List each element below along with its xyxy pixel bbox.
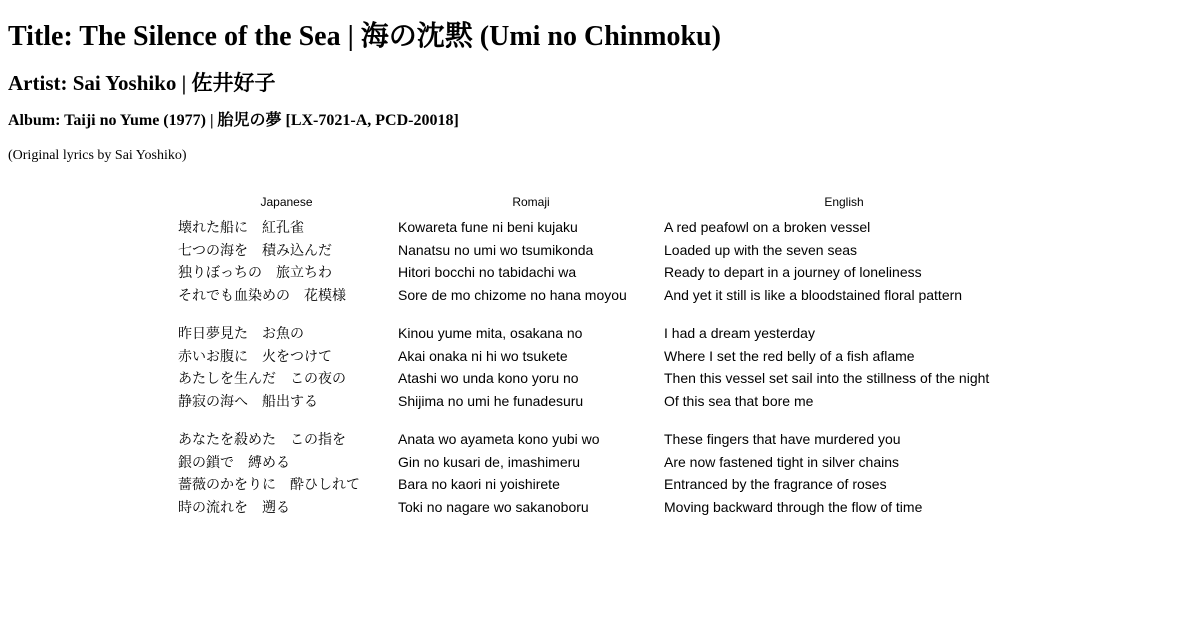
lyric-line bbox=[175, 322, 1024, 345]
column-header-english: English bbox=[824, 195, 864, 209]
lyric-line bbox=[175, 496, 1024, 519]
english-line: Entranced by the fragrance of roses bbox=[664, 476, 887, 492]
japanese-line: 銀の鎖で 縛める bbox=[178, 453, 290, 470]
romaji-line: Akai onaka ni hi wo tsukete bbox=[398, 347, 568, 364]
column-header-japanese: Japanese bbox=[260, 195, 313, 209]
lyric-line bbox=[175, 239, 1024, 262]
japanese-line: 独りぼっちの 旅立ちわ bbox=[178, 264, 332, 280]
english-line: Loaded up with the seven seas bbox=[664, 241, 858, 258]
japanese-line: それでも血染めの 花模様 bbox=[178, 286, 346, 303]
romaji-line: Shijima no umi he funadesuru bbox=[398, 392, 584, 409]
romaji-line: Atashi wo unda kono yoru no bbox=[398, 370, 579, 386]
romaji-line: Kowareta fune ni beni kujaku bbox=[398, 219, 578, 235]
lyrics-table bbox=[175, 192, 1024, 518]
lyric-line bbox=[175, 345, 1024, 368]
lyric-line bbox=[175, 367, 1024, 390]
japanese-line: 薔薇のかをりに 酔ひしれて bbox=[178, 476, 360, 492]
lyric-line bbox=[175, 390, 1024, 413]
romaji-line: Nanatsu no umi wo tsumikonda bbox=[398, 241, 594, 258]
lyric-line bbox=[175, 216, 1024, 239]
english-line: Of this sea that bore me bbox=[664, 392, 814, 409]
lyric-line bbox=[175, 451, 1024, 474]
column-header-romaji: Romaji bbox=[512, 195, 550, 209]
lyric-line bbox=[175, 261, 1024, 284]
romaji-line: Kinou yume mita, osakana no bbox=[398, 325, 583, 341]
romaji-line: Anata wo ayameta kono yubi wo bbox=[398, 431, 600, 447]
lyric-line bbox=[175, 428, 1024, 451]
romaji-line: Gin no kusari de, imashimeru bbox=[398, 453, 581, 470]
japanese-line: 昨日夢見た お魚の bbox=[178, 325, 304, 341]
japanese-line: あなたを殺めた この指を bbox=[178, 431, 346, 447]
japanese-line: あたしを生んだ この夜の bbox=[178, 370, 346, 386]
stanza-gap bbox=[175, 306, 1024, 322]
lyric-line bbox=[175, 473, 1024, 496]
japanese-line: 時の流れを 遡る bbox=[178, 498, 290, 515]
japanese-line: 七つの海を 積み込んだ bbox=[178, 241, 332, 258]
romaji-line: Sore de mo chizome no hana moyou bbox=[398, 286, 627, 303]
english-line: Ready to depart in a journey of loneliness bbox=[664, 264, 922, 280]
english-line: Then this vessel set sail into the stillness of the night bbox=[664, 370, 990, 386]
english-line: Moving backward through the flow of time bbox=[664, 498, 923, 515]
lyrics-credit: (Original lyrics by Sai Yoshiko) bbox=[8, 148, 187, 163]
english-line: Where I set the red belly of a fish aflame bbox=[664, 347, 915, 364]
romaji-line: Hitori bocchi no tabidachi wa bbox=[398, 264, 577, 280]
stanza-gap bbox=[175, 412, 1024, 428]
lyric-line bbox=[175, 284, 1024, 307]
japanese-line: 赤いお腹に 火をつけて bbox=[178, 347, 332, 364]
romaji-line: Toki no nagare wo sakanoboru bbox=[398, 498, 589, 515]
artist-heading: Artist: Sai Yoshiko | 佐井好子 bbox=[8, 71, 276, 95]
romaji-line: Bara no kaori ni yoishirete bbox=[398, 476, 560, 492]
song-title: Title: The Silence of the Sea | 海の沈黙 (Umi no Chinmoku) bbox=[8, 21, 721, 52]
english-line: A red peafowl on a broken vessel bbox=[664, 219, 871, 235]
album-heading: Album: Taiji no Yume (1977) | 胎児の夢 [LX-7021-A, PCD-20018] bbox=[8, 112, 459, 129]
english-line: I had a dream yesterday bbox=[664, 325, 815, 341]
japanese-line: 静寂の海へ 船出する bbox=[178, 392, 318, 409]
lyrics-header-row bbox=[175, 192, 1024, 216]
english-line: And yet it still is like a bloodstained floral pattern bbox=[664, 286, 963, 303]
english-line: These fingers that have murdered you bbox=[664, 431, 901, 447]
english-line: Are now fastened tight in silver chains bbox=[664, 453, 900, 470]
japanese-line: 壊れた船に 紅孔雀 bbox=[178, 219, 304, 235]
